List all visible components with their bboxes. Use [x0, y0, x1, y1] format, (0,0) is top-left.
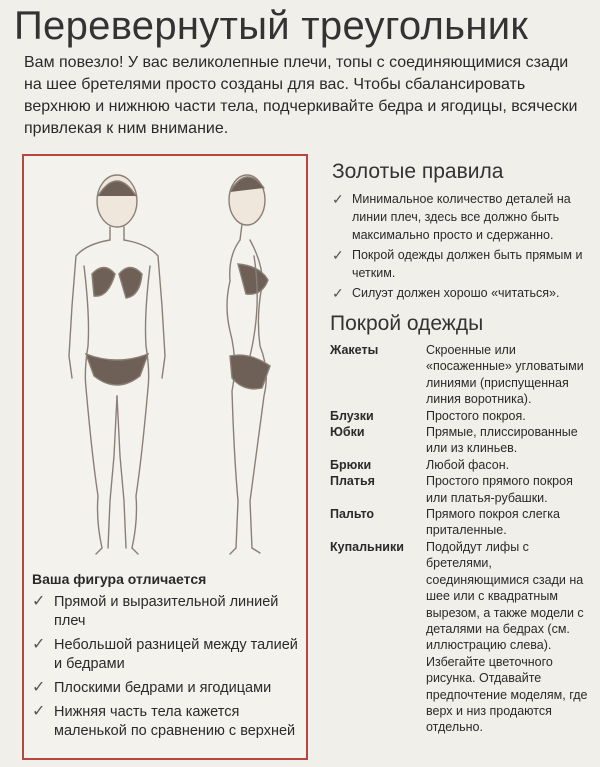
features-heading: Ваша фигура отличается [32, 571, 207, 587]
list-item: ✓ Прямой и выразительной линией плеч [32, 593, 279, 629]
cut-heading: Покрой одежды [330, 312, 484, 335]
checkmark-icon: ✓ [332, 191, 344, 207]
table-row: Купальники Подойдут лифы с бретелями, соединяющимися сзади на шее или с квадратным вырезом, а также модели с деталями на бедрах (см. иллюстрацию слева). Избегайте цветочного рисунка. Отдавайте предпочтение моделям, где верх и низ продаются отдельно. [330, 539, 588, 735]
list-item: ✓ Силуэт должен хорошо «читаться». [332, 285, 560, 301]
checkmark-icon: ✓ [332, 285, 344, 301]
rules-heading: Золотые правила [332, 160, 504, 183]
table-row: Юбки Прямые, плиссированные или из клиньев. [330, 425, 578, 456]
checkmark-icon: ✓ [32, 679, 46, 696]
list-item: ✓ Нижняя часть тела кажется маленькой по сравнению с верхней [32, 703, 296, 739]
rules-list [332, 190, 594, 302]
list-item: ✓ Плоскими бедрами и ягодицами [32, 679, 272, 696]
figure-illustration-box [22, 154, 308, 760]
checkmark-icon: ✓ [332, 247, 344, 263]
list-item: ✓ Минимальное количество деталей на линии плеч, здесь все должно быть максимально просто и сдержанно. [332, 191, 571, 242]
intro-paragraph: Вам повезло! У вас великолепные плечи, топы с соединяющимися сзади на шее бретелями просто созданы для вас. Чтобы сбалансировать верхнюю и нижнюю части тела, подчеркивайте бедра и ягодицы, всячески привлекая к ним внимание. [24, 54, 578, 137]
page-title: Перевернутый треугольник [14, 4, 529, 48]
table-row: Платья Простого прямого покроя или платья-рубашки. [330, 474, 573, 505]
features-list [32, 593, 302, 741]
list-item: ✓ Небольшой разницей между талией и бедрами [32, 636, 298, 672]
clothing-cut-section [330, 312, 596, 736]
figure-features-section [32, 571, 302, 746]
table-row: Жакеты Скроенные или «посаженные» угловатыми линиями (приспущенная линия воротника). [330, 343, 584, 407]
table-row: Брюки Любой фасон. [330, 457, 510, 472]
table-row: Пальто Прямого покроя слегка приталенные. [330, 507, 560, 538]
list-item: ✓ Покрой одежды должен быть прямым и четким. [332, 247, 583, 280]
table-row: Блузки Простого покроя. [330, 408, 526, 423]
checkmark-icon: ✓ [32, 703, 46, 720]
side-figure-drawing [227, 175, 270, 554]
golden-rules-section [332, 160, 594, 304]
body-figures-illustration [24, 156, 306, 566]
front-figure-drawing [69, 175, 165, 554]
checkmark-icon: ✓ [32, 593, 46, 610]
checkmark-icon: ✓ [32, 636, 46, 653]
